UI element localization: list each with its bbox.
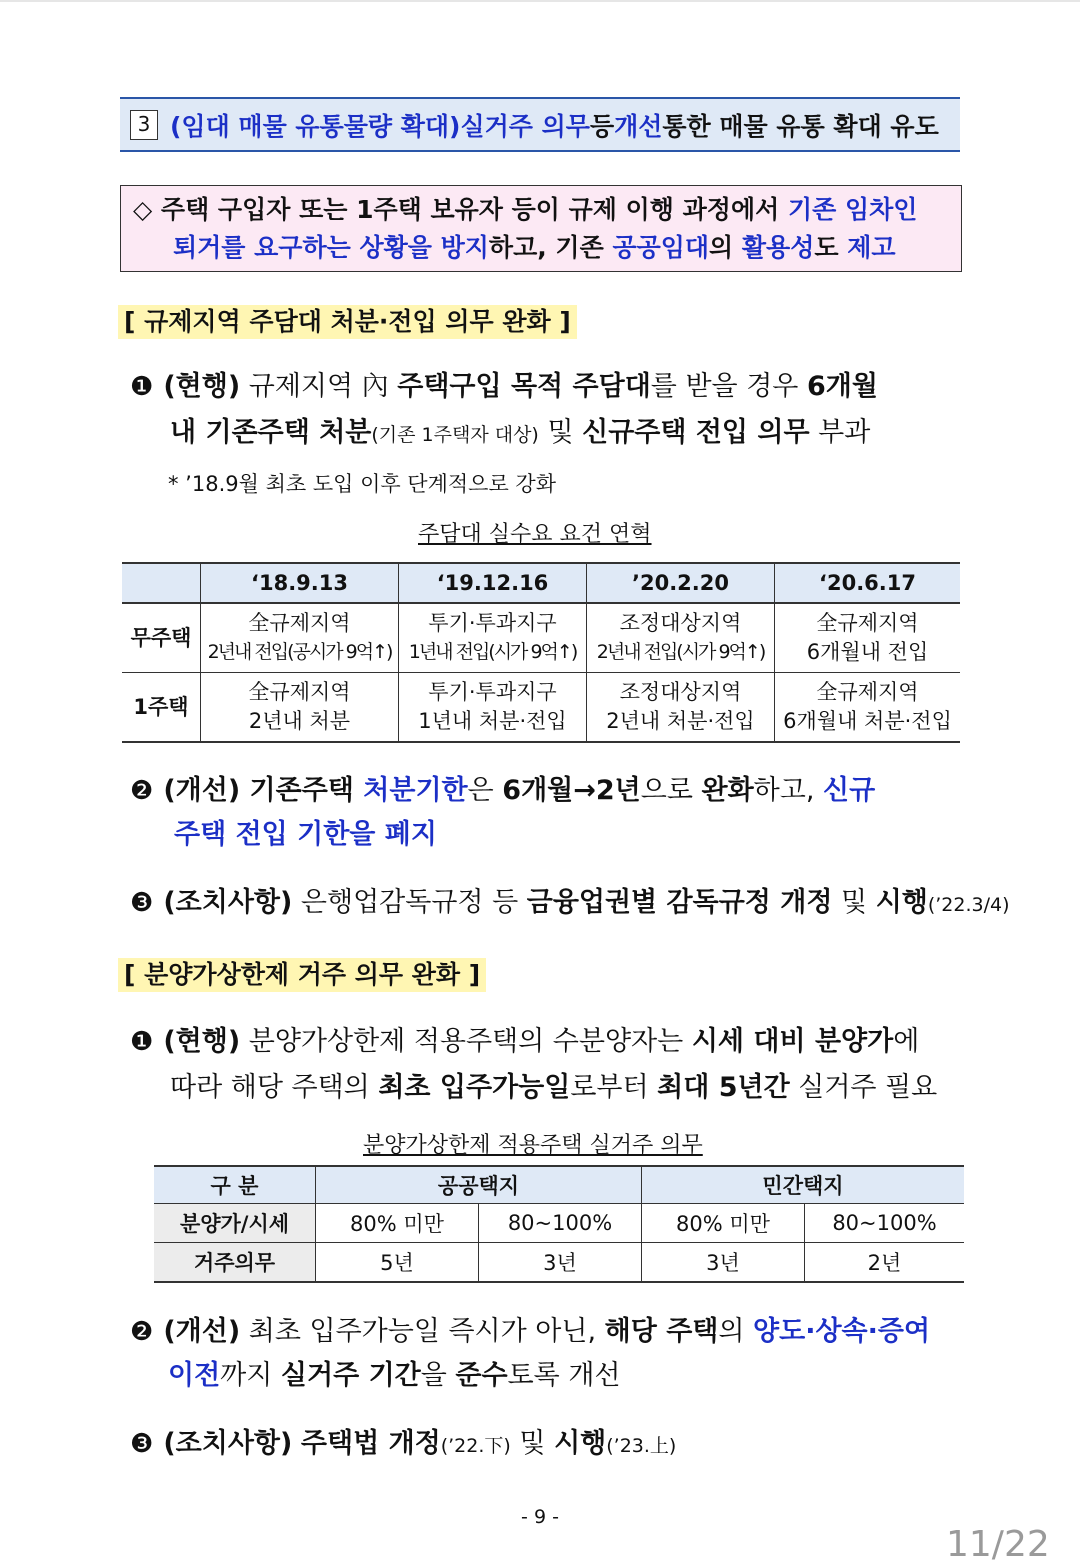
cell-line: 全규제지역 xyxy=(248,611,351,635)
table-cell xyxy=(775,603,961,673)
section-title-part: (임대 매물 유통물량 확대) xyxy=(170,111,461,141)
summary-text: 도 xyxy=(814,233,848,262)
item-text: 의 xyxy=(718,1316,754,1347)
item-text: 및 xyxy=(832,887,876,918)
item-text: (조치사항) xyxy=(163,1428,293,1459)
item-text: 까지 xyxy=(220,1360,281,1391)
item-text: 이전 xyxy=(168,1360,221,1391)
bullet-2-icon: ❷ xyxy=(130,776,154,806)
item-text: (기존 1주택자 대상) xyxy=(371,424,539,446)
item-b2-line2 xyxy=(168,1356,621,1396)
cell-line: 조정대상지역 xyxy=(619,680,742,704)
item-text: 준수 xyxy=(455,1360,508,1391)
table-cell: 3년 xyxy=(479,1243,642,1283)
table-cell xyxy=(201,673,399,743)
cell-line: 2년내 처분·전입 xyxy=(606,709,755,733)
item-text: 해당 주택 xyxy=(604,1316,719,1347)
cell-line: 全규제지역 xyxy=(816,680,919,704)
item-text: 완화 xyxy=(701,775,754,806)
table-header: 민간택지 xyxy=(642,1166,965,1204)
item-a1-line1 xyxy=(130,367,878,407)
item-text: (’22.3/4) xyxy=(927,894,1010,916)
item-text: 최초 입주가능일 xyxy=(378,1072,571,1103)
summary-text: ◇ 주택 구입자 또는 1주택 보유자 등이 규제 이행 과정에서 xyxy=(133,195,788,224)
item-text: 기존주택 xyxy=(240,775,364,806)
item-text: (현행) xyxy=(163,371,241,402)
table-header: ’20.2.20 xyxy=(587,563,775,603)
subheading-loan: [ 규제지역 주담대 처분·전입 의무 완화 ] xyxy=(118,305,577,339)
table1-caption: 주담대 실수요 요건 연혁 xyxy=(418,522,652,547)
page-counter: 11/22 xyxy=(946,1524,1050,1565)
table-cell xyxy=(587,673,775,743)
item-a3 xyxy=(130,883,1010,925)
item-text: 6개월 xyxy=(806,371,878,402)
summary-text: 의 xyxy=(709,233,742,262)
item-text: 주택구입 목적 주담대 xyxy=(397,371,651,402)
row-label: 거주의무 xyxy=(154,1243,316,1283)
table-row xyxy=(122,673,960,743)
cell-line: 조정대상지역 xyxy=(619,611,742,635)
cell-line: 2년내 전입(공시가 9억↑) xyxy=(207,641,392,663)
item-a1-line2 xyxy=(170,413,870,455)
table-header: ‘18.9.13 xyxy=(201,563,399,603)
row-label: 무주택 xyxy=(122,603,201,673)
row-label: 1주택 xyxy=(122,673,201,743)
loan-requirement-table xyxy=(122,562,960,743)
section-title-part: 실거주 의무 xyxy=(460,111,590,141)
table-row xyxy=(154,1204,964,1243)
table-cell: 3년 xyxy=(642,1243,805,1283)
summary-text: 퇴거를 요구하는 상황을 방지 xyxy=(173,233,489,262)
row-label: 분양가/시세 xyxy=(154,1204,316,1243)
item-text: 및 xyxy=(510,1428,555,1459)
cell-line: 2년내 처분 xyxy=(248,709,351,733)
item-text: 최대 5년간 xyxy=(657,1072,790,1103)
item-text: 규제지역 內 xyxy=(240,371,398,402)
cell-line: 6개월내 처분·전입 xyxy=(783,709,952,733)
item-text: (’23.上) xyxy=(606,1435,677,1457)
table-row xyxy=(154,1243,964,1283)
item-text: 로부터 xyxy=(570,1072,658,1103)
table-row xyxy=(122,603,960,673)
table-cell: 2년 xyxy=(805,1243,965,1283)
item-text: 양도·상속·증여 xyxy=(753,1316,931,1347)
table-header-row xyxy=(154,1166,964,1204)
item-text: (개선) xyxy=(163,1316,241,1347)
bullet-1-icon: ❶ xyxy=(130,1027,154,1057)
item-a2-line1 xyxy=(130,771,875,811)
item-text: 내 기존주택 처분 xyxy=(170,417,372,448)
item-text: 시행 xyxy=(554,1428,607,1459)
cell-line: 全규제지역 xyxy=(816,611,919,635)
cell-line: 6개월내 전입 xyxy=(806,640,929,664)
section-title-part: 통한 매물 유통 확대 유도 xyxy=(662,111,939,141)
table-header: ‘20.6.17 xyxy=(775,563,961,603)
item-text: 실거주 기간 xyxy=(280,1360,421,1391)
table-cell: 80~100% xyxy=(479,1204,642,1243)
summary-text: 하고, 기존 xyxy=(488,233,613,262)
cell-line: 투기·투과지구 xyxy=(428,680,557,704)
item-text: 6개월→2년 xyxy=(502,775,641,806)
item-text: 신규 xyxy=(823,775,876,806)
item-b3 xyxy=(130,1424,676,1466)
item-text: 으로 xyxy=(640,775,702,806)
table-cell: 80% 미만 xyxy=(642,1204,805,1243)
item-text: (’22.下) xyxy=(440,1435,511,1457)
item-text: 따라 해당 주택의 xyxy=(170,1072,379,1103)
item-text: 를 받을 경우 xyxy=(650,371,807,402)
table2-caption: 분양가상한제 적용주택 실거주 의무 xyxy=(363,1133,703,1158)
section-number: 3 xyxy=(130,110,158,140)
summary-line-1 xyxy=(133,191,951,229)
cell-line: 1년내 처분·전입 xyxy=(418,709,567,733)
item-text: 최초 입주가능일 즉시가 아닌, xyxy=(240,1316,605,1347)
item-text: 부과 xyxy=(809,417,871,448)
item-text: 신규주택 전입 의무 xyxy=(582,417,810,448)
item-text: 주택법 개정 xyxy=(300,1428,441,1459)
table-cell xyxy=(587,603,775,673)
table-header xyxy=(122,563,201,603)
bullet-3-icon: ❸ xyxy=(130,888,154,918)
bullet-2-icon: ❷ xyxy=(130,1317,154,1347)
item-text: 을 xyxy=(420,1360,456,1391)
cell-line: 투기·투과지구 xyxy=(428,611,557,635)
table-cell xyxy=(399,673,587,743)
page-number: - 9 - xyxy=(521,1506,559,1528)
summary-text: 공공임대 xyxy=(612,233,710,262)
item-text: 시행 xyxy=(875,887,928,918)
item-b1-line1 xyxy=(130,1022,919,1062)
cell-line: 全규제지역 xyxy=(248,680,351,704)
footnote-1: * ’18.9월 최초 도입 이후 단계적으로 강화 xyxy=(168,472,556,496)
table-cell xyxy=(399,603,587,673)
table-header: 구 분 xyxy=(154,1166,316,1204)
item-text: 분양가상한제 적용주택의 수분양자는 xyxy=(240,1026,692,1057)
item-text: 실거주 필요 xyxy=(789,1072,938,1103)
item-b2-line1 xyxy=(130,1312,930,1352)
table-cell xyxy=(775,673,961,743)
cell-line: 2년내 전입(시가 9억↑) xyxy=(596,641,765,663)
item-text: 하고, xyxy=(753,775,824,806)
summary-text: 활용성 xyxy=(741,233,815,262)
item-text: 은 xyxy=(467,775,503,806)
item-text: 처분기한 xyxy=(363,775,468,806)
summary-text: 제고 xyxy=(847,233,896,262)
item-text: 은행업감독규정 등 xyxy=(292,887,527,918)
item-text: 및 xyxy=(538,417,583,448)
table-header-row xyxy=(122,563,960,603)
item-text: 토록 개선 xyxy=(507,1360,621,1391)
item-text: 에 xyxy=(893,1026,920,1057)
item-text: (개선) xyxy=(163,775,241,806)
item-a2-line2 xyxy=(174,815,437,855)
table-cell: 5년 xyxy=(316,1243,479,1283)
item-text xyxy=(292,1428,301,1459)
item-text: 시세 대비 분양가 xyxy=(691,1026,894,1057)
item-text: (조치사항) xyxy=(163,887,293,918)
bullet-1-icon: ❶ xyxy=(130,372,154,402)
residence-obligation-table xyxy=(154,1165,964,1283)
summary-text: 기존 임차인 xyxy=(787,195,918,224)
summary-box xyxy=(120,185,962,272)
subheading-price-cap: [ 분양가상한제 거주 의무 완화 ] xyxy=(118,958,486,992)
summary-line-2 xyxy=(133,229,951,267)
section-title xyxy=(120,97,960,152)
table-cell xyxy=(201,603,399,673)
item-text: 주택 전입 기한을 폐지 xyxy=(174,819,437,850)
section-title-part: 등 xyxy=(589,111,615,141)
item-text: (현행) xyxy=(163,1026,241,1057)
item-text: 금융업권별 감독규정 개정 xyxy=(526,887,833,918)
item-b1-line2 xyxy=(170,1068,937,1108)
table-cell: 80% 미만 xyxy=(316,1204,479,1243)
bullet-3-icon: ❸ xyxy=(130,1429,154,1459)
cell-line: 1년내 전입(시가 9억↑) xyxy=(408,641,577,663)
table-header: ‘19.12.16 xyxy=(399,563,587,603)
table-header: 공공택지 xyxy=(316,1166,642,1204)
section-title-part: 개선 xyxy=(614,111,663,141)
table-cell: 80~100% xyxy=(805,1204,965,1243)
top-divider xyxy=(0,0,1080,2)
